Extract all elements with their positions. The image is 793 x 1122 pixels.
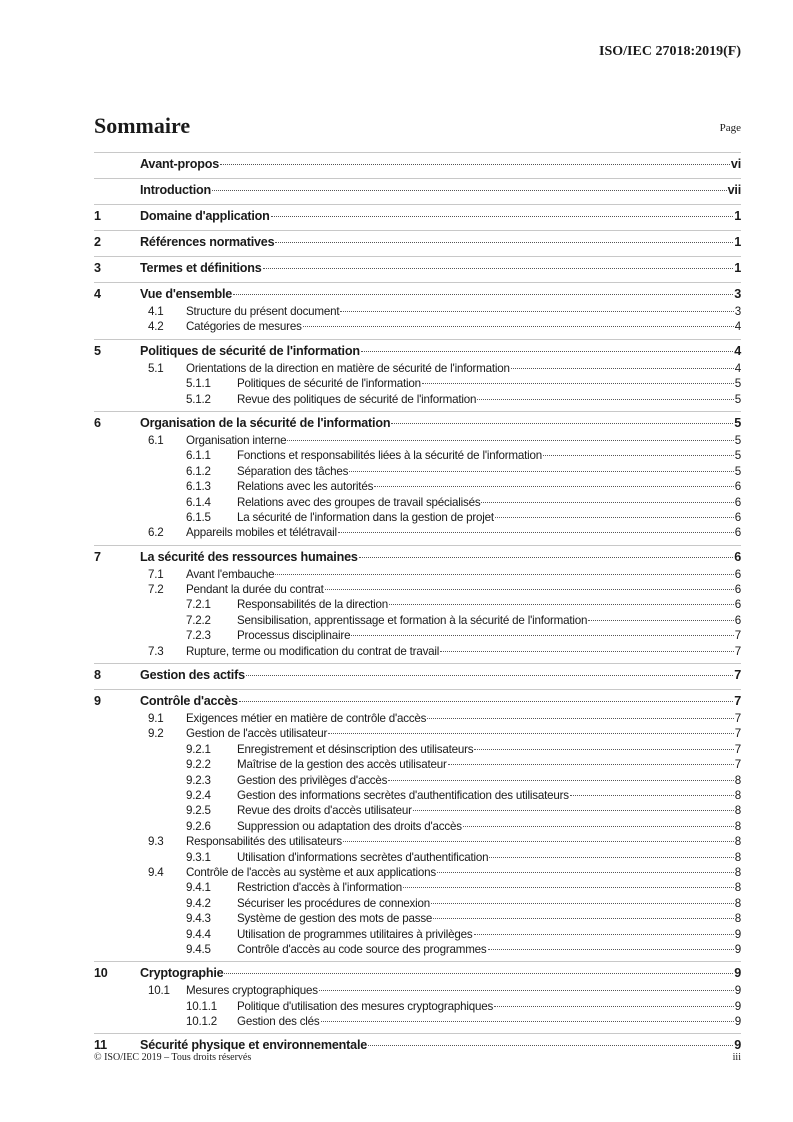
dot-leader — [489, 857, 733, 858]
toc-entry-title[interactable]: Revue des droits d'accès utilisateur — [237, 804, 412, 818]
dot-leader — [246, 675, 733, 676]
toc-entry-title[interactable]: Séparation des tâches — [237, 464, 349, 478]
toc-entry-number: 10.1.1 — [186, 999, 218, 1013]
toc-entry-number: 5.1.1 — [186, 377, 211, 391]
toc-entry-number: 7.2 — [148, 583, 164, 597]
toc-entry-number: 7 — [94, 549, 101, 564]
toc-entry-page[interactable]: 5 — [734, 464, 741, 478]
dot-leader — [570, 795, 734, 796]
toc-entry-page[interactable]: 7 — [734, 668, 741, 683]
toc-entry-page[interactable]: 8 — [734, 865, 741, 879]
toc-entry-number: 9.3.1 — [186, 850, 211, 864]
standard-reference: ISO/IEC 27018:2019(F) — [599, 44, 741, 59]
toc-entry-number: 6.1 — [148, 433, 164, 447]
toc-entry-number: 7.2.1 — [186, 598, 211, 612]
dot-leader — [325, 589, 734, 590]
toc-entry-title[interactable]: Sécuriser les procédures de connexion — [237, 896, 431, 910]
dot-leader — [319, 990, 734, 991]
toc-entry-page[interactable]: 9 — [734, 966, 741, 981]
toc-entry[interactable] — [94, 550, 741, 568]
table-of-contents — [94, 152, 741, 1059]
toc-entry-page[interactable]: 1 — [734, 261, 741, 275]
toc-entry-number: 10.1.2 — [186, 1015, 218, 1029]
toc-entry-page[interactable]: 6 — [734, 510, 741, 524]
toc-entry-number: 9.3 — [148, 835, 164, 849]
toc-entry-page[interactable]: 6 — [734, 583, 741, 597]
toc-entry[interactable] — [94, 743, 741, 758]
footer-page-number: iii — [732, 1052, 741, 1063]
dot-leader — [422, 383, 734, 384]
toc-entry-page[interactable]: 8 — [734, 804, 741, 818]
toc-entry-title[interactable]: Responsabilités de la direction — [237, 598, 389, 612]
toc-entry-page[interactable]: 8 — [734, 819, 741, 833]
toc-entry-number: 9.2.1 — [186, 742, 211, 756]
toc-entry[interactable] — [94, 928, 741, 943]
toc-entry-number: 10.1 — [148, 984, 170, 998]
toc-entry[interactable] — [94, 598, 741, 613]
toc-entry[interactable] — [94, 209, 741, 227]
toc-entry-title[interactable]: Termes et définitions — [140, 261, 262, 275]
dot-leader — [440, 651, 734, 652]
toc-section — [94, 204, 741, 230]
toc-section — [94, 545, 741, 663]
dot-leader — [448, 764, 734, 765]
toc-entry-page[interactable]: 8 — [734, 773, 741, 787]
dot-leader — [368, 1045, 733, 1046]
toc-entry-number: 6.1.4 — [186, 495, 211, 509]
toc-entry-page[interactable]: 7 — [734, 712, 741, 726]
toc-entry[interactable] — [94, 511, 741, 526]
toc-entry[interactable] — [94, 583, 741, 598]
toc-entry[interactable] — [94, 416, 741, 434]
dot-leader — [303, 326, 734, 327]
toc-entry-title[interactable]: Système de gestion des mots de passe — [237, 912, 433, 926]
toc-entry[interactable] — [94, 758, 741, 773]
toc-entry-page[interactable]: 9 — [734, 999, 741, 1013]
toc-entry-page[interactable]: vii — [727, 183, 741, 197]
toc-entry-page[interactable]: 8 — [734, 912, 741, 926]
dot-leader — [351, 635, 733, 636]
toc-entry-page[interactable]: 6 — [734, 613, 741, 627]
toc-entry-title[interactable]: Maîtrise de la gestion des accès utilisateur — [237, 758, 447, 772]
toc-entry-title[interactable]: Contrôle de l'accès au système et aux applications — [186, 865, 436, 879]
toc-entry-title[interactable]: Mesures cryptographiques — [186, 984, 318, 998]
toc-entry-page[interactable]: 3 — [734, 305, 741, 318]
toc-entry-page[interactable]: 6 — [734, 480, 741, 494]
toc-entry-page[interactable]: 1 — [734, 235, 741, 249]
toc-entry[interactable] — [94, 629, 741, 644]
toc-entry-number: 8 — [94, 668, 101, 683]
toc-entry-title[interactable]: Politiques de sécurité de l'information — [237, 377, 421, 391]
toc-entry[interactable] — [94, 966, 741, 984]
toc-entry-page[interactable]: 7 — [734, 629, 741, 643]
toc-entry-title[interactable]: Avant l'embauche — [186, 567, 275, 581]
dot-leader — [374, 486, 734, 487]
toc-entry-page[interactable]: 8 — [734, 850, 741, 864]
toc-entry-number: 9.2 — [148, 727, 164, 741]
toc-entry[interactable] — [94, 866, 741, 881]
toc-entry-title[interactable]: Relations avec les autorités — [237, 480, 374, 494]
dot-leader — [239, 701, 733, 702]
toc-entry-page[interactable]: 7 — [734, 694, 741, 709]
toc-entry-number: 6 — [94, 415, 101, 430]
toc-entry-number: 9.4.3 — [186, 912, 211, 926]
toc-entry-title[interactable]: Pendant la durée du contrat — [186, 583, 324, 597]
toc-entry-number: 7.2.2 — [186, 613, 211, 627]
toc-entry[interactable] — [94, 157, 741, 175]
toc-entry[interactable] — [94, 774, 741, 789]
dot-leader — [263, 268, 734, 269]
toc-entry-page[interactable]: 1 — [734, 209, 741, 223]
toc-entry-number: 5.1 — [148, 361, 164, 375]
toc-entry-page[interactable]: 4 — [734, 320, 741, 334]
dot-leader — [275, 574, 733, 575]
toc-entry-title[interactable]: Restriction d'accès à l'information — [237, 881, 402, 895]
toc-entry-title[interactable]: Organisation de la sécurité de l'information — [140, 415, 391, 430]
toc-entry[interactable] — [94, 694, 741, 712]
dot-leader — [494, 1006, 734, 1007]
toc-entry-page[interactable]: 9 — [734, 942, 741, 956]
toc-section — [94, 178, 741, 204]
toc-entry[interactable] — [94, 820, 741, 835]
toc-entry-page[interactable]: 3 — [734, 287, 741, 301]
toc-entry[interactable] — [94, 984, 741, 999]
toc-entry-number: 9.4 — [148, 865, 164, 879]
toc-entry-title[interactable]: Enregistrement et désinscription des utilisateurs — [237, 742, 474, 756]
toc-entry-title[interactable]: La sécurité des ressources humaines — [140, 549, 358, 564]
dot-leader — [463, 826, 734, 827]
toc-entry-number: 9.2.4 — [186, 788, 211, 802]
toc-entry-title[interactable]: Catégories de mesures — [186, 320, 302, 334]
dot-leader — [427, 718, 733, 719]
dot-leader — [588, 620, 734, 621]
dot-leader — [328, 733, 734, 734]
dot-leader — [287, 440, 733, 441]
toc-entry-number: 9.4.2 — [186, 896, 211, 910]
toc-entry-title[interactable]: Avant-propos — [140, 157, 219, 171]
dot-leader — [233, 294, 733, 295]
toc-entry-title[interactable]: Suppression ou adaptation des droits d'accès — [237, 819, 462, 833]
toc-entry-number: 6.1.3 — [186, 480, 211, 494]
toc-entry[interactable] — [94, 804, 741, 819]
toc-entry[interactable] — [94, 1000, 741, 1015]
toc-entry-title[interactable]: Introduction — [140, 183, 212, 197]
toc-entry-title[interactable]: Cryptographie — [140, 966, 224, 981]
toc-entry-page[interactable]: 9 — [734, 927, 741, 941]
toc-entry-title[interactable]: Utilisation d'informations secrètes d'authentification — [237, 850, 489, 864]
toc-entry-page[interactable]: 4 — [734, 343, 741, 358]
toc-entry-title[interactable]: Gestion des actifs — [140, 668, 245, 683]
toc-entry[interactable] — [94, 881, 741, 896]
toc-entry-title[interactable]: Politique d'utilisation des mesures cryptographiques — [237, 999, 494, 1013]
toc-entry[interactable] — [94, 320, 741, 335]
toc-section — [94, 961, 741, 1033]
toc-entry-title[interactable]: Contrôle d'accès — [140, 694, 238, 709]
toc-entry[interactable] — [94, 614, 741, 629]
dot-leader — [391, 423, 733, 424]
toc-section — [94, 282, 741, 339]
toc-entry-page[interactable]: 9 — [734, 984, 741, 998]
toc-entry-page[interactable]: 6 — [734, 598, 741, 612]
toc-entry[interactable] — [94, 377, 741, 392]
toc-entry-page[interactable]: 9 — [734, 1038, 741, 1053]
toc-entry[interactable] — [94, 344, 741, 362]
toc-entry-page[interactable]: vi — [730, 157, 741, 171]
page-title: Sommaire — [94, 113, 191, 138]
toc-entry-title[interactable]: Gestion des informations secrètes d'authentification des utilisateurs — [237, 788, 569, 802]
dot-leader — [271, 216, 734, 217]
dot-leader — [481, 502, 733, 503]
toc-entry-page[interactable]: 8 — [734, 896, 741, 910]
toc-entry[interactable] — [94, 712, 741, 727]
toc-entry-number: 9.4.5 — [186, 942, 211, 956]
toc-entry-page[interactable]: 5 — [734, 392, 741, 406]
dot-leader — [388, 780, 734, 781]
toc-entry-title[interactable]: Exigences métier en matière de contrôle d'accès — [186, 712, 427, 726]
toc-entry-title[interactable]: Sensibilisation, apprentissage et formation à la sécurité de l'information — [237, 613, 588, 627]
toc-entry[interactable] — [94, 465, 741, 480]
toc-entry-number: 4.2 — [148, 320, 164, 334]
dot-leader — [495, 517, 734, 518]
toc-entry-number: 3 — [94, 261, 101, 275]
toc-entry-page[interactable]: 7 — [734, 742, 741, 756]
toc-entry-number: 9.4.1 — [186, 881, 211, 895]
toc-entry-page[interactable]: 5 — [734, 415, 741, 430]
dot-leader — [220, 164, 730, 165]
toc-entry-title[interactable]: La sécurité de l'information dans la gestion de projet — [237, 510, 494, 524]
dot-leader — [361, 351, 733, 352]
toc-entry-page[interactable]: 8 — [734, 835, 741, 849]
toc-entry-number: 10 — [94, 966, 108, 981]
toc-entry-page[interactable]: 4 — [734, 361, 741, 375]
dot-leader — [511, 368, 734, 369]
toc-entry-title[interactable]: Revue des politiques de sécurité de l'information — [237, 392, 477, 406]
toc-entry[interactable] — [94, 480, 741, 495]
toc-entry-title[interactable]: Gestion de l'accès utilisateur — [186, 727, 328, 741]
toc-entry-number: 4 — [94, 287, 101, 301]
dot-leader — [431, 903, 734, 904]
toc-entry-page[interactable]: 8 — [734, 788, 741, 802]
toc-entry-number: 5.1.2 — [186, 392, 211, 406]
toc-entry[interactable] — [94, 393, 741, 408]
dot-leader — [488, 949, 734, 950]
toc-section — [94, 230, 741, 256]
toc-entry-title[interactable]: Références normatives — [140, 235, 275, 249]
toc-entry-page[interactable]: 5 — [734, 377, 741, 391]
dot-leader — [359, 557, 733, 558]
dot-leader — [224, 973, 733, 974]
toc-entry-page[interactable]: 7 — [734, 644, 741, 658]
toc-section — [94, 339, 741, 411]
toc-entry-number: 7.1 — [148, 567, 164, 581]
toc-entry[interactable] — [94, 526, 741, 541]
toc-entry-number: 9.2.6 — [186, 819, 211, 833]
dot-leader — [437, 872, 734, 873]
dot-leader — [474, 749, 733, 750]
toc-entry-page[interactable]: 6 — [734, 567, 741, 581]
toc-entry-number: 7.2.3 — [186, 629, 211, 643]
toc-entry[interactable] — [94, 235, 741, 253]
toc-section — [94, 663, 741, 689]
toc-entry-title[interactable]: Domaine d'application — [140, 209, 270, 223]
toc-entry[interactable] — [94, 449, 741, 464]
toc-entry-number: 6.1.5 — [186, 510, 211, 524]
toc-entry-number: 1 — [94, 209, 101, 223]
toc-entry-title[interactable]: Relations avec des groupes de travail spécialisés — [237, 495, 481, 509]
toc-entry[interactable] — [94, 835, 741, 850]
dot-leader — [338, 532, 734, 533]
toc-entry[interactable] — [94, 434, 741, 449]
toc-entry[interactable] — [94, 568, 741, 583]
toc-entry-number: 9.2.2 — [186, 758, 211, 772]
toc-entry[interactable] — [94, 362, 741, 377]
toc-entry[interactable] — [94, 287, 741, 305]
toc-section — [94, 256, 741, 282]
dot-leader — [343, 841, 734, 842]
toc-entry[interactable] — [94, 1015, 741, 1030]
toc-entry-number: 11 — [94, 1038, 107, 1053]
dot-leader — [340, 311, 733, 312]
toc-entry-title[interactable]: Appareils mobiles et télétravail — [186, 526, 337, 540]
toc-entry-page[interactable]: 6 — [734, 526, 741, 540]
toc-section — [94, 152, 741, 178]
toc-entry[interactable] — [94, 912, 741, 927]
toc-entry-number: 6.2 — [148, 526, 164, 540]
dot-leader — [321, 1021, 734, 1022]
dot-leader — [275, 242, 733, 243]
toc-entry-number: 4.1 — [148, 305, 164, 318]
toc-entry-title[interactable]: Processus disciplinaire — [237, 629, 351, 643]
dot-leader — [212, 190, 727, 191]
dot-leader — [389, 604, 734, 605]
toc-entry[interactable] — [94, 645, 741, 660]
toc-entry-page[interactable]: 9 — [734, 1015, 741, 1029]
dot-leader — [433, 918, 734, 919]
dot-leader — [543, 455, 734, 456]
toc-entry-page[interactable]: 7 — [734, 727, 741, 741]
toc-entry-title[interactable]: Rupture, terme ou modification du contrat de travail — [186, 644, 440, 658]
toc-entry-title[interactable]: Gestion des privilèges d'accès — [237, 773, 388, 787]
toc-entry-title[interactable]: Organisation interne — [186, 433, 287, 447]
toc-entry-page[interactable]: 5 — [734, 433, 741, 447]
toc-entry-title[interactable]: Politiques de sécurité de l'information — [140, 343, 360, 358]
toc-entry-number: 2 — [94, 235, 101, 249]
toc-entry-number: 9 — [94, 694, 101, 709]
toc-entry-page[interactable]: 7 — [734, 758, 741, 772]
toc-entry-number: 6.1.1 — [186, 449, 211, 463]
toc-entry-title[interactable]: Fonctions et responsabilités liées à la sécurité de l'information — [237, 449, 542, 463]
toc-entry-number: 9.2.5 — [186, 804, 211, 818]
toc-entry-title[interactable]: Utilisation de programmes utilitaires à privilèges — [237, 927, 473, 941]
dot-leader — [403, 887, 734, 888]
toc-entry[interactable] — [94, 851, 741, 866]
toc-entry-page[interactable]: 6 — [734, 549, 741, 564]
toc-entry-number: 5 — [94, 343, 101, 358]
dot-leader — [477, 399, 734, 400]
toc-entry[interactable] — [94, 305, 741, 320]
toc-entry-title[interactable]: Gestion des clés — [237, 1015, 320, 1029]
toc-entry[interactable] — [94, 727, 741, 742]
toc-entry[interactable] — [94, 261, 741, 279]
toc-entry-title[interactable]: Responsabilités des utilisateurs — [186, 835, 342, 849]
toc-entry-page[interactable]: 5 — [734, 449, 741, 463]
toc-entry-number: 6.1.2 — [186, 464, 211, 478]
toc-entry[interactable] — [94, 183, 741, 201]
dot-leader — [413, 810, 734, 811]
toc-entry-title[interactable]: Orientations de la direction en matière de sécurité de l'information — [186, 361, 510, 375]
toc-entry-page[interactable]: 6 — [734, 495, 741, 509]
toc-entry-number: 9.4.4 — [186, 927, 211, 941]
toc-entry-title[interactable]: Vue d'ensemble — [140, 287, 233, 301]
toc-entry-number: 9.2.3 — [186, 773, 211, 787]
toc-entry[interactable] — [94, 789, 741, 804]
toc-entry[interactable] — [94, 943, 741, 958]
toc-entry[interactable] — [94, 496, 741, 511]
footer-copyright: © ISO/IEC 2019 – Tous droits réservés — [94, 1052, 252, 1063]
toc-entry-number: 7.3 — [148, 644, 164, 658]
dot-leader — [349, 471, 734, 472]
toc-entry[interactable] — [94, 897, 741, 912]
toc-entry-title[interactable]: Structure du présent document — [186, 305, 340, 318]
toc-entry-page[interactable]: 8 — [734, 881, 741, 895]
toc-entry-title[interactable]: Sécurité physique et environnementale — [140, 1038, 368, 1053]
toc-entry-title[interactable]: Contrôle d'accès au code source des programmes — [237, 942, 487, 956]
page-column-label: Page — [719, 122, 741, 134]
toc-section — [94, 411, 741, 545]
toc-entry[interactable] — [94, 668, 741, 686]
toc-entry-number: 9.1 — [148, 712, 164, 726]
toc-section — [94, 689, 741, 961]
dot-leader — [474, 934, 734, 935]
